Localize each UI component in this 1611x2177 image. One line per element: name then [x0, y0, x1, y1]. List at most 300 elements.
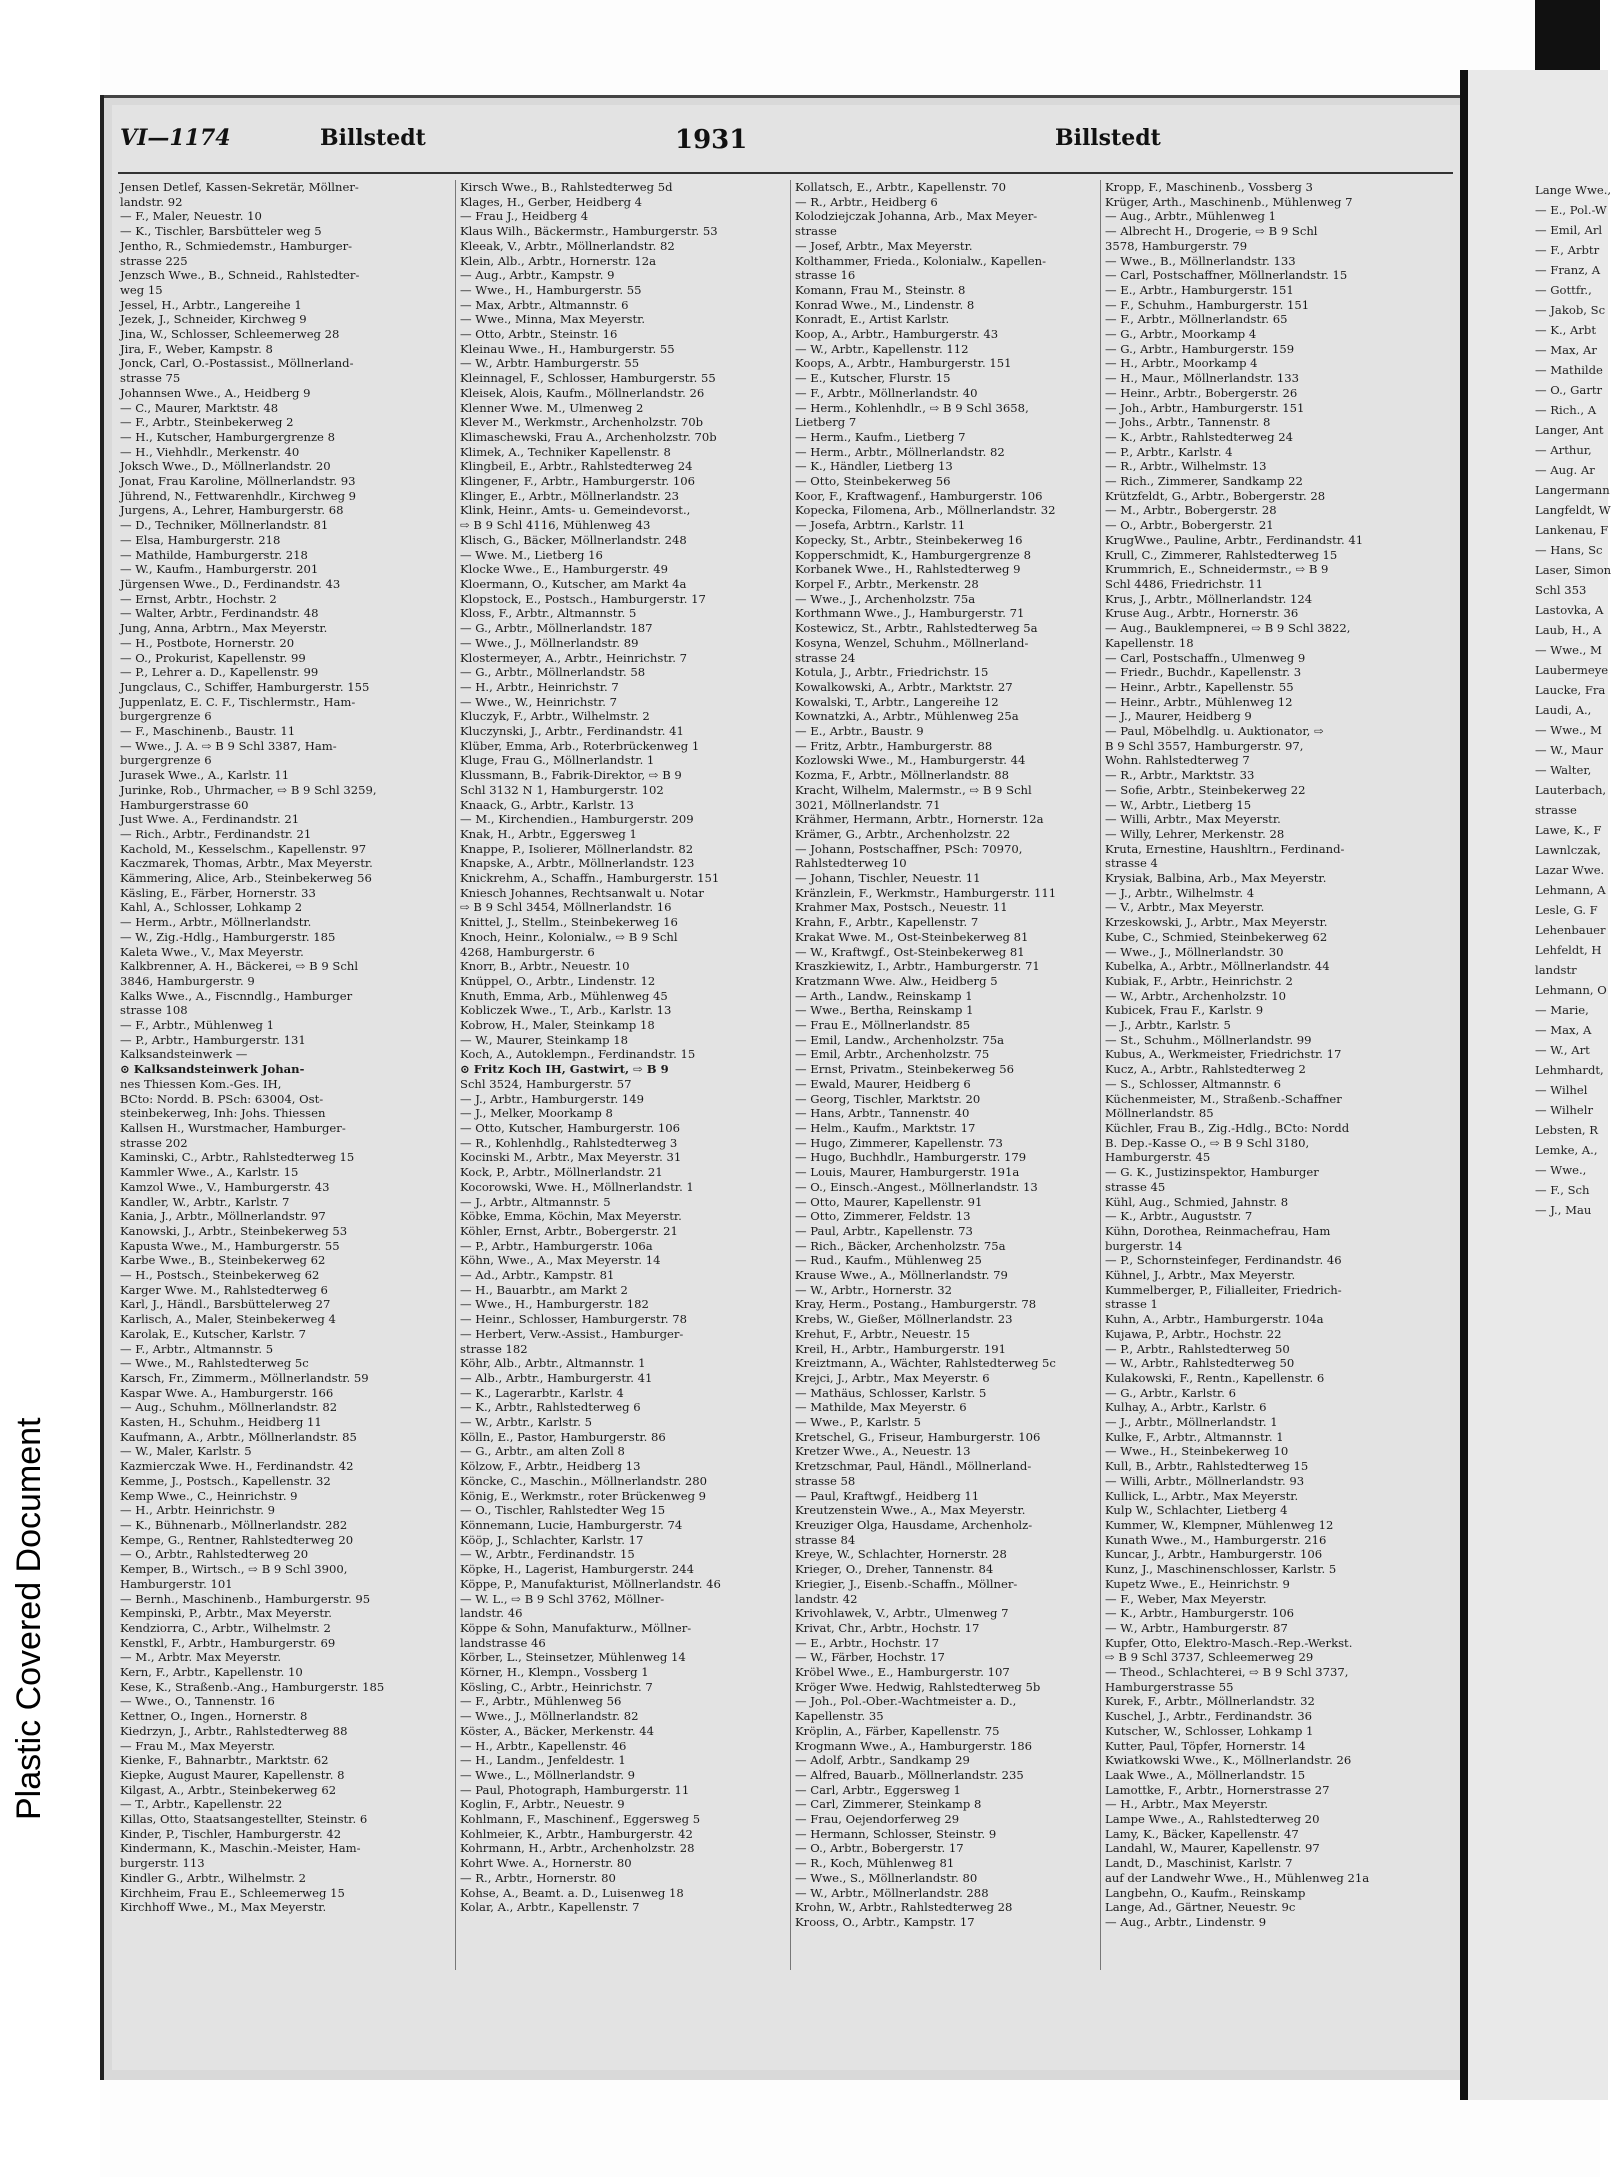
directory-entry: Kraszkiewitz, I., Arbtr., Hamburgerstr. 71 — [795, 959, 1040, 974]
directory-entry: auf der Landwehr Wwe., H., Mühlenweg 21a — [1105, 1870, 1370, 1885]
directory-entry: KrugWwe., Pauline, Arbtr., Ferdinandstr. 41 — [1105, 532, 1364, 547]
directory-entry: Kenstkl, F., Arbtr., Hamburgerstr. 69 — [120, 1635, 336, 1650]
directory-entry: Konrad Wwe., M., Lindenstr. 8 — [795, 297, 975, 312]
directory-column-4 — [1105, 180, 1435, 1980]
directory-entry: landstrasse 46 — [460, 1635, 546, 1650]
directory-entry: Lamottke, F., Arbtr., Hornerstrasse 27 — [1105, 1782, 1330, 1797]
header-rule — [118, 172, 1453, 174]
directory-entry: — G., Arbtr., Karlstr. 6 — [1105, 1385, 1236, 1400]
directory-entry: burgergrenze 6 — [120, 753, 212, 768]
directory-entry: — Otto, Arbtr., Steinstr. 16 — [460, 327, 618, 342]
directory-entry: Lazar Wwe. — [1535, 863, 1605, 877]
directory-entry: Kleeak, V., Arbtr., Möllnerlandstr. 82 — [460, 238, 675, 253]
directory-entry: — Walter, — [1535, 763, 1592, 777]
directory-entry: — Paul, Möbelhdlg. u. Auktionator, ⇨ — [1105, 724, 1324, 739]
directory-entry: Köhler, Ernst, Arbtr., Bobergerstr. 21 — [460, 1223, 678, 1238]
directory-entry: — H., Arbtr., Kapellenstr. 46 — [460, 1738, 627, 1753]
directory-entry: — Mathäus, Schlosser, Karlstr. 5 — [795, 1385, 987, 1400]
directory-entry: Kamzol Wwe., V., Hamburgerstr. 43 — [120, 1179, 330, 1194]
directory-entry: Kania, J., Arbtr., Möllnerlandstr. 97 — [120, 1209, 326, 1224]
directory-entry: — Josefa, Arbtrn., Karlstr. 11 — [795, 518, 966, 533]
directory-entry: Kalks Wwe., A., Fiscnndlg., Hamburger — [120, 988, 353, 1003]
directory-entry: Laucke, Fra — [1535, 683, 1606, 697]
directory-entry: — H., Maur., Möllnerlandstr. 133 — [1105, 371, 1300, 386]
directory-entry: Korbanek Wwe., H., Rahlstedterweg 9 — [795, 562, 1021, 577]
directory-entry: burgerstr. 14 — [1105, 1238, 1183, 1253]
directory-entry: Knickrehm, A., Schaffn., Hamburgerstr. 151 — [460, 871, 720, 886]
directory-entry: Kluczyk, F., Arbtr., Wilhelmstr. 2 — [460, 709, 650, 724]
directory-entry: Kleinau Wwe., H., Hamburgerstr. 55 — [460, 341, 675, 356]
directory-entry: — M., Arbtr., Bobergerstr. 28 — [1105, 503, 1277, 518]
directory-entry: Kalkbrenner, A. H., Bäckerei, ⇨ B 9 Schl — [120, 959, 359, 974]
directory-entry: Knak, H., Arbtr., Eggersweg 1 — [460, 826, 637, 841]
directory-entry: Kühl, Aug., Schmied, Jahnstr. 8 — [1105, 1194, 1289, 1209]
directory-entry: — F., Arbtr., Altmannstr. 5 — [120, 1341, 274, 1356]
directory-entry: Knapske, A., Arbtr., Möllnerlandstr. 123 — [460, 856, 695, 871]
directory-entry: — Wwe., J., Möllnerlandstr. 82 — [460, 1709, 639, 1724]
directory-entry: — Aug., Bauklempnerei, ⇨ B 9 Schl 3822, — [1105, 621, 1351, 636]
directory-entry: BCto: Nordd. B. PSch: 63004, Ost- — [120, 1091, 324, 1106]
directory-entry: — O., Arbtr., Bobergerstr. 17 — [795, 1841, 964, 1856]
directory-entry: — Wwe., J., Möllnerlandstr. 30 — [1105, 944, 1284, 959]
directory-entry: — T., Arbtr., Kapellenstr. 22 — [120, 1797, 283, 1812]
directory-entry: Kummelberger, P., Filialleiter, Friedrich- — [1105, 1282, 1342, 1297]
directory-entry: — Willi, Arbtr., Max Meyerstr. — [1105, 812, 1281, 827]
directory-entry: Klimek, A., Techniker Kapellenstr. 8 — [460, 444, 671, 459]
directory-entry: — Joh., Arbtr., Hamburgerstr. 151 — [1105, 400, 1305, 415]
directory-entry: — Aug., Arbtr., Kampstr. 9 — [460, 268, 615, 283]
directory-entry: — E., Kutscher, Flurstr. 15 — [795, 371, 951, 386]
directory-entry: — Gottfr., — [1535, 283, 1592, 297]
directory-entry: Laak Wwe., A., Möllnerlandstr. 15 — [1105, 1767, 1306, 1782]
directory-entry: Kränzlein, F., Werkmstr., Hamburgerstr. 111 — [795, 885, 1057, 900]
directory-entry: — Wwe., W., Heinrichstr. 7 — [460, 694, 617, 709]
directory-entry: Jessel, H., Arbtr., Langereihe 1 — [120, 297, 302, 312]
directory-entry: — J., Maurer, Heidberg 9 — [1105, 709, 1252, 724]
directory-entry: — Frau, Oejendorferweg 29 — [795, 1812, 960, 1827]
directory-entry: — P., Lehrer a. D., Kapellenstr. 99 — [120, 665, 319, 680]
directory-entry: — Wwe., O., Tannenstr. 16 — [120, 1694, 275, 1709]
directory-entry: — S., Schlosser, Altmannstr. 6 — [1105, 1076, 1282, 1091]
directory-entry: Hamburgerstrasse 60 — [120, 797, 249, 812]
directory-entry: Kluge, Frau G., Möllnerlandstr. 1 — [460, 753, 655, 768]
directory-entry: — W., Maurer, Steinkamp 18 — [460, 1032, 628, 1047]
directory-entry: Kleinnagel, F., Schlosser, Hamburgerstr. 55 — [460, 371, 716, 386]
directory-entry: Kirchhoff Wwe., M., Max Meyerstr. — [120, 1900, 327, 1915]
directory-entry: Kotula, J., Arbtr., Friedrichstr. 15 — [795, 665, 989, 680]
directory-entry: — Hugo, Buchhdlr., Hamburgerstr. 179 — [795, 1150, 1027, 1165]
directory-entry: Krzeskowski, J., Arbtr., Max Meyerstr. — [1105, 915, 1328, 930]
directory-entry: landstr. 42 — [795, 1591, 858, 1606]
directory-entry: Kreye, W., Schlachter, Hornerstr. 28 — [795, 1547, 1007, 1562]
directory-entry: Kaspar Wwe. A., Hamburgerstr. 166 — [120, 1385, 334, 1400]
directory-entry: B. Dep.-Kasse O., ⇨ B 9 Schl 3180, — [1105, 1135, 1310, 1150]
directory-entry: — W., Färber, Hochstr. 17 — [795, 1650, 945, 1665]
directory-entry: 3578, Hamburgerstr. 79 — [1105, 238, 1248, 253]
directory-entry: Jurinke, Rob., Uhrmacher, ⇨ B 9 Schl 3259, — [120, 782, 377, 797]
directory-entry: — Ernst, Privatm., Steinbekerweg 56 — [795, 1062, 1014, 1077]
directory-entry: — Arthur, — [1535, 443, 1592, 457]
directory-entry: Krivohlawek, V., Arbtr., Ulmenweg 7 — [795, 1606, 1009, 1621]
directory-entry: Krahmer Max, Postsch., Neuestr. 11 — [795, 900, 1008, 915]
directory-entry: — F., Maler, Neuestr. 10 — [120, 209, 262, 224]
directory-entry: Lietberg 7 — [795, 415, 857, 430]
directory-entry: — Joh., Pol.-Ober.-Wachtmeister a. D., — [795, 1694, 1017, 1709]
directory-entry: — Alfred, Bauarb., Möllnerlandstr. 235 — [795, 1767, 1024, 1782]
directory-entry: Krejci, J., Arbtr., Max Meyerstr. 6 — [795, 1370, 990, 1385]
directory-entry: Kolar, A., Arbtr., Kapellenstr. 7 — [460, 1900, 640, 1915]
directory-entry: — E., Pol.-W — [1535, 203, 1607, 217]
directory-entry: — Fritz, Arbtr., Hamburgerstr. 88 — [795, 738, 993, 753]
directory-column-1 — [120, 180, 450, 1980]
directory-entry: Schl 3524, Hamburgerstr. 57 — [460, 1076, 632, 1091]
directory-entry: Kunz, J., Maschinenschlosser, Karlstr. 5 — [1105, 1562, 1337, 1577]
directory-entry: — H., Arbtr., Heinrichstr. 7 — [460, 679, 619, 694]
directory-entry: Kray, Herm., Postang., Hamburgerstr. 78 — [795, 1297, 1037, 1312]
directory-entry: Kull, B., Arbtr., Rahlstedterweg 15 — [1105, 1459, 1309, 1474]
directory-entry: — H., Viehhdlr., Merkenstr. 40 — [120, 444, 300, 459]
directory-entry: ⇨ B 9 Schl 4116, Mühlenweg 43 — [460, 518, 651, 533]
directory-entry: Karbe Wwe., B., Steinbekerweg 62 — [120, 1253, 326, 1268]
directory-entry: Kasten, H., Schuhm., Heidberg 11 — [120, 1415, 322, 1430]
directory-entry: Koglin, F., Arbtr., Neuestr. 9 — [460, 1797, 625, 1812]
directory-entry: Kollatsch, E., Arbtr., Kapellenstr. 70 — [795, 180, 1007, 194]
directory-entry: Klingener, F., Arbtr., Hamburgerstr. 106 — [460, 474, 696, 489]
directory-entry: Knappe, P., Isolierer, Möllnerlandstr. 82 — [460, 841, 694, 856]
directory-entry: Landt, D., Maschinist, Karlstr. 7 — [1105, 1856, 1293, 1871]
directory-entry: Kock, P., Arbtr., Möllnerlandstr. 21 — [460, 1165, 663, 1180]
directory-entry: — Wwe., M — [1535, 643, 1602, 657]
column-divider — [455, 180, 456, 1970]
directory-entry: Klein, Alb., Arbtr., Hornerstr. 12a — [460, 253, 657, 268]
directory-entry: Kohlmeier, K., Arbtr., Hamburgerstr. 42 — [460, 1826, 693, 1841]
directory-entry: — Sofie, Arbtr., Steinbekerweg 22 — [1105, 782, 1306, 797]
directory-entry: — H., Postbote, Hornerstr. 20 — [120, 635, 295, 650]
directory-entry: — Elsa, Hamburgerstr. 218 — [120, 532, 281, 547]
page-number: VI—1174 — [120, 125, 231, 151]
directory-entry: — Mathilde, Max Meyerstr. 6 — [795, 1400, 967, 1415]
directory-entry: Kohrmann, H., Arbtr., Archenholzstr. 28 — [460, 1841, 695, 1856]
directory-entry: steinbekerweg, Inh: Johs. Thiessen — [120, 1106, 326, 1121]
directory-entry: — H., Kutscher, Hamburgergrenze 8 — [120, 429, 335, 444]
directory-entry: Lawe, K., F — [1535, 823, 1602, 837]
directory-entry: Krooss, O., Arbtr., Kampstr. 17 — [795, 1914, 975, 1929]
directory-entry: strasse 202 — [120, 1135, 188, 1150]
directory-entry: — D., Techniker, Möllnerlandstr. 81 — [120, 518, 329, 533]
directory-entry: Jürgensen Wwe., D., Ferdinandstr. 43 — [120, 576, 341, 591]
directory-entry: — P., Schornsteinfeger, Ferdinandstr. 46 — [1105, 1253, 1342, 1268]
directory-entry: — E., Arbtr., Hochstr. 17 — [795, 1635, 940, 1650]
directory-entry: Krützfeldt, G., Arbtr., Bobergerstr. 28 — [1105, 488, 1326, 503]
directory-entry: — Rich., Bäcker, Archenholzstr. 75a — [795, 1238, 1006, 1253]
directory-entry: Klimaschewski, Frau A., Archenholzstr. 70b — [460, 429, 717, 444]
directory-entry: — Wwe., J., Archenholzstr. 75a — [795, 591, 976, 606]
directory-entry: — Friedr., Buchdr., Kapellenstr. 3 — [1105, 665, 1302, 680]
directory-entry: — Wwe., J., Möllnerlandstr. 89 — [460, 635, 639, 650]
directory-entry: — K., Arbtr., Auguststr. 7 — [1105, 1209, 1253, 1224]
directory-entry: ⇨ B 9 Schl 3737, Schleemerweg 29 — [1105, 1650, 1314, 1665]
directory-entry: nes Thiessen Kom.-Ges. IH, — [120, 1076, 282, 1091]
directory-entry: — W., Maler, Karlstr. 5 — [120, 1444, 252, 1459]
directory-entry: Kindermann, K., Maschin.-Meister, Ham- — [120, 1841, 361, 1856]
directory-entry: Kemp Wwe., C., Heinrichstr. 9 — [120, 1488, 298, 1503]
directory-entry: Klever M., Werkmstr., Archenholzstr. 70b — [460, 415, 704, 430]
directory-entry: Knaack, G., Arbtr., Karlstr. 13 — [460, 797, 634, 812]
directory-entry: 4268, Hamburgerstr. 6 — [460, 944, 595, 959]
directory-entry: Jentho, R., Schmiedemstr., Hamburger- — [120, 238, 353, 253]
directory-entry: — R., Arbtr., Hornerstr. 80 — [460, 1870, 616, 1885]
directory-entry: — Walter, Arbtr., Ferdinandstr. 48 — [120, 606, 319, 621]
directory-entry: strasse 75 — [120, 371, 181, 386]
directory-entry: — Heinr., Arbtr., Mühlenweg 12 — [1105, 694, 1293, 709]
directory-entry: Klopstock, E., Postsch., Hamburgerstr. 17 — [460, 591, 706, 606]
directory-entry: — F., Arbtr., Steinbekerweg 2 — [120, 415, 294, 430]
directory-entry: Kopecka, Filomena, Arb., Möllnerlandstr. 32 — [795, 503, 1056, 518]
directory-entry: strasse — [1535, 803, 1577, 817]
directory-entry: strasse 182 — [460, 1341, 528, 1356]
directory-entry: Kniesch Johannes, Rechtsanwalt u. Notar — [460, 885, 704, 900]
directory-entry: Kubiak, F., Arbtr., Heinrichstr. 2 — [1105, 973, 1293, 988]
directory-entry: Kreiztmann, A., Wächter, Rahlstedterweg 5c — [795, 1356, 1056, 1371]
directory-entry: — Aug., Schuhm., Möllnerlandstr. 82 — [120, 1400, 338, 1415]
directory-entry: Klenner Wwe. M., Ulmenweg 2 — [460, 400, 644, 415]
directory-entry: burgerstr. 113 — [120, 1856, 205, 1871]
directory-entry: Hamburgerstr. 101 — [120, 1576, 233, 1591]
directory-entry: Jenzsch Wwe., B., Schneid., Rahlstedter- — [120, 268, 360, 283]
directory-entry: — Mathilde, Hamburgerstr. 218 — [120, 547, 308, 562]
directory-entry: Krummrich, E., Schneidermstr., ⇨ B 9 — [1105, 562, 1329, 577]
directory-entry: — Max, Arbtr., Altmannstr. 6 — [460, 297, 629, 312]
directory-entry: Kienke, F., Bahnarbtr., Marktstr. 62 — [120, 1753, 329, 1768]
directory-entry: Käsling, E., Färber, Hornerstr. 33 — [120, 885, 316, 900]
directory-column-2 — [460, 180, 790, 1980]
directory-entry: strasse 16 — [795, 268, 856, 283]
directory-entry: Kempe, G., Rentner, Rahlstedterweg 20 — [120, 1532, 354, 1547]
directory-entry: — F., Arbtr., Möllnerlandstr. 40 — [795, 385, 978, 400]
directory-entry: — Rich., A — [1535, 403, 1597, 417]
directory-entry: Kirchheim, Frau E., Schleemerweg 15 — [120, 1885, 345, 1900]
directory-entry: Jurasek Wwe., A., Karlstr. 11 — [120, 768, 290, 783]
directory-entry: — R., Koch, Mühlenweg 81 — [795, 1856, 955, 1871]
directory-entry: — Paul, Photograph, Hamburgerstr. 11 — [460, 1782, 690, 1797]
directory-entry: Klostermeyer, A., Arbtr., Heinrichstr. 7 — [460, 650, 687, 665]
directory-entry: — H., Arbtr., Max Meyerstr. — [1105, 1797, 1269, 1812]
directory-entry: 3021, Möllnerlandstr. 71 — [795, 797, 941, 812]
directory-entry: — Hans, Sc — [1535, 543, 1603, 557]
directory-entry: Kölzow, F., Arbtr., Heidberg 13 — [460, 1459, 641, 1474]
directory-entry: — G., Arbtr., am alten Zoll 8 — [460, 1444, 625, 1459]
directory-entry: Juppenlatz, E. C. F., Tischlermstr., Ham- — [120, 694, 356, 709]
directory-entry: — Frau J., Heidberg 4 — [460, 209, 589, 224]
directory-entry: Krebs, W., Gießer, Möllnerlandstr. 23 — [795, 1312, 1013, 1327]
directory-entry: Köppe & Sohn, Manufakturw., Möllner- — [460, 1620, 692, 1635]
directory-entry: König, E., Werkmstr., roter Brückenweg 9 — [460, 1488, 707, 1503]
directory-entry: — K., Lagerarbtr., Karlstr. 4 — [460, 1385, 624, 1400]
directory-entry: Kindler G., Arbtr., Wilhelmstr. 2 — [120, 1870, 307, 1885]
directory-entry: — O., Tischler, Rahlstedter Weg 15 — [460, 1503, 666, 1518]
directory-entry: Rahlstedterweg 10 — [795, 856, 907, 871]
directory-entry: Kaleta Wwe., V., Max Meyerstr. — [120, 944, 304, 959]
directory-entry: Kloermann, O., Kutscher, am Markt 4a — [460, 576, 687, 591]
directory-entry: — K., Arbtr., Rahlstedterweg 6 — [460, 1400, 641, 1415]
directory-entry: Kandler, W., Arbtr., Karlstr. 7 — [120, 1194, 290, 1209]
directory-entry: Jurgens, A., Lehrer, Hamburgerstr. 68 — [120, 503, 344, 518]
directory-entry: — Wilhelr — [1535, 1103, 1593, 1117]
directory-entry: — Paul, Kraftwgf., Heidberg 11 — [795, 1488, 980, 1503]
directory-entry: — W. L., ⇨ B 9 Schl 3762, Möllner- — [460, 1591, 665, 1606]
directory-entry: Schl 4486, Friedrichstr. 11 — [1105, 576, 1263, 591]
directory-entry: B 9 Schl 3557, Hamburgerstr. 97, — [1105, 738, 1304, 753]
directory-entry: Kreuziger Olga, Hausdame, Archenholz- — [795, 1517, 1033, 1532]
directory-entry: Jonat, Frau Karoline, Möllnerlandstr. 93 — [120, 474, 356, 489]
directory-entry: Knorr, B., Arbtr., Neuestr. 10 — [460, 959, 630, 974]
directory-entry: Lemke, A., — [1535, 1143, 1598, 1157]
directory-entry: Möllnerlandstr. 85 — [1105, 1106, 1214, 1121]
directory-entry: Kahl, A., Schlosser, Lohkamp 2 — [120, 900, 303, 915]
directory-entry: — E., Arbtr., Baustr. 9 — [795, 724, 924, 739]
directory-entry: Kapellenstr. 18 — [1105, 635, 1194, 650]
directory-entry: Jührend, N., Fettwarenhdlr., Kirchweg 9 — [120, 488, 357, 503]
directory-entry: — St., Schuhm., Möllnerlandstr. 99 — [1105, 1032, 1312, 1047]
directory-entry: Wohn. Rahlstedterweg 7 — [1105, 753, 1250, 768]
directory-entry: Kaufmann, A., Arbtr., Möllnerlandstr. 85 — [120, 1429, 357, 1444]
directory-entry: — O., Gartr — [1535, 383, 1603, 397]
directory-entry: Krakat Wwe. M., Ost-Steinbekerweg 81 — [795, 929, 1029, 944]
directory-entry: Killas, Otto, Staatsangestellter, Steinstr. 6 — [120, 1812, 368, 1827]
directory-entry: — Alb., Arbtr., Hamburgerstr. 41 — [460, 1370, 653, 1385]
left-margin — [0, 0, 100, 2177]
directory-entry: Könnemann, Lucie, Hamburgerstr. 74 — [460, 1517, 683, 1532]
directory-entry: — Georg, Tischler, Marktstr. 20 — [795, 1091, 981, 1106]
directory-entry: Köncke, C., Maschin., Möllnerlandstr. 280 — [460, 1473, 708, 1488]
directory-entry: Kozlowski Wwe., M., Hamburgerstr. 44 — [795, 753, 1026, 768]
directory-entry: — W., Arbtr., Ferdinandstr. 15 — [460, 1547, 635, 1562]
directory-entry: — Frau E., Möllnerlandstr. 85 — [795, 1018, 971, 1033]
directory-entry: Krehut, F., Arbtr., Neuestr. 15 — [795, 1326, 970, 1341]
directory-entry: Kuschel, J., Arbtr., Ferdinandstr. 36 — [1105, 1709, 1313, 1724]
directory-entry: — Adolf, Arbtr., Sandkamp 29 — [795, 1753, 970, 1768]
directory-entry: Kettner, O., Ingen., Hornerstr. 8 — [120, 1709, 308, 1724]
directory-entry: Langbehn, O., Kaufm., Reinskamp — [1105, 1885, 1306, 1900]
directory-entry: Kinder, P., Tischler, Hamburgerstr. 42 — [120, 1826, 342, 1841]
directory-entry: Krause Wwe., A., Möllnerlandstr. 79 — [795, 1268, 1008, 1283]
directory-entry: — Bernh., Maschinenb., Hamburgerstr. 95 — [120, 1591, 371, 1606]
directory-entry: Kalksandsteinwerk — — [120, 1047, 248, 1062]
directory-entry: — Emil, Arl — [1535, 223, 1603, 237]
directory-entry: — Carl, Arbtr., Eggersweg 1 — [795, 1782, 961, 1797]
directory-entry: Lehmann, O — [1535, 983, 1607, 997]
directory-entry: Kobliczek Wwe., T., Arb., Karlstr. 13 — [460, 1003, 672, 1018]
directory-entry: — Otto, Steinbekerweg 56 — [795, 474, 951, 489]
directory-entry: — Ewald, Maurer, Heidberg 6 — [795, 1076, 971, 1091]
directory-entry: Kobrow, H., Maler, Steinkamp 18 — [460, 1018, 655, 1033]
directory-entry: Krogmann Wwe., A., Hamburgerstr. 186 — [795, 1738, 1032, 1753]
directory-entry: Kiedrzyn, J., Arbtr., Rahlstedterweg 88 — [120, 1723, 348, 1738]
directory-entry: Kropp, F., Maschinenb., Vossberg 3 — [1105, 180, 1313, 194]
directory-entry: Just Wwe. A., Ferdinandstr. 21 — [120, 812, 300, 827]
directory-entry: — Willy, Lehrer, Merkenstr. 28 — [1105, 826, 1285, 841]
directory-entry: — Carl, Postschaffn., Ulmenweg 9 — [1105, 650, 1306, 665]
directory-entry: Lange Wwe., — [1535, 183, 1611, 197]
directory-entry: Jonck, Carl, O.-Postassist., Möllnerland- — [120, 356, 354, 371]
directory-entry: — W., Arbtr., Hornerstr. 32 — [795, 1282, 953, 1297]
directory-entry: ⇨ B 9 Schl 3454, Möllnerlandstr. 16 — [460, 900, 672, 915]
directory-entry: — Emil, Landw., Archenholzstr. 75a — [795, 1032, 1005, 1047]
directory-entry: Joksch Wwe., D., Möllnerlandstr. 20 — [120, 459, 331, 474]
directory-entry: — Helm., Kaufm., Marktstr. 17 — [795, 1121, 976, 1135]
directory-entry: Knuth, Emma, Arb., Mühlenweg 45 — [460, 988, 668, 1003]
directory-entry: — Wwe., H., Steinbekerweg 10 — [1105, 1444, 1289, 1459]
directory-entry: Hamburgerstrasse 55 — [1105, 1679, 1234, 1694]
directory-entry: — Max, A — [1535, 1023, 1592, 1037]
directory-entry: Koops, A., Arbtr., Hamburgerstr. 151 — [795, 356, 1012, 371]
header-left-title: Billstedt — [320, 125, 426, 151]
directory-entry: Kolodziejczak Johanna, Arb., Max Meyer- — [795, 209, 1038, 224]
directory-entry: — K., Arbtr., Rahlstedterweg 24 — [1105, 429, 1293, 444]
page-header — [120, 125, 1450, 170]
directory-entry: Krieger, O., Dreher, Tannenstr. 84 — [795, 1562, 994, 1577]
directory-entry: — H., Bauarbtr., am Markt 2 — [460, 1282, 628, 1297]
directory-column-3 — [795, 180, 1125, 1980]
directory-entry: — Herm., Kohlenhdlr., ⇨ B 9 Schl 3658, — [795, 400, 1029, 415]
directory-entry: Kilgast, A., Arbtr., Steinbekerweg 62 — [120, 1782, 337, 1797]
directory-entry: Schl 353 — [1535, 583, 1587, 597]
directory-entry: — Rich., Arbtr., Ferdinandstr. 21 — [120, 826, 312, 841]
directory-entry: Jungclaus, C., Schiffer, Hamburgerstr. 155 — [120, 679, 370, 694]
directory-entry: Kretzer Wwe., A., Neuestr. 13 — [795, 1444, 971, 1459]
directory-entry: burgergrenze 6 — [120, 709, 212, 724]
directory-entry: Klinger, E., Arbtr., Möllnerlandstr. 23 — [460, 488, 679, 503]
directory-entry: Jensen Detlef, Kassen-Sekretär, Möllner- — [120, 180, 359, 194]
directory-entry: Kulakowski, F., Rentn., Kapellenstr. 6 — [1105, 1370, 1325, 1385]
directory-entry: — J., Arbtr., Karlstr. 5 — [1105, 1018, 1231, 1033]
directory-entry: — K., Tischler, Barsbütteler weg 5 — [120, 224, 322, 239]
directory-entry: — J., Mau — [1535, 1203, 1592, 1217]
directory-entry: Schl 3132 N 1, Hamburgerstr. 102 — [460, 782, 664, 797]
directory-entry: Kemper, B., Wirtsch., ⇨ B 9 Schl 3900, — [120, 1562, 348, 1577]
directory-entry: — M., Arbtr. Max Meyerstr. — [120, 1650, 282, 1665]
directory-entry: Kapusta Wwe., M., Hamburgerstr. 55 — [120, 1238, 340, 1253]
directory-entry: Lesle, G. F — [1535, 903, 1598, 917]
directory-entry: — Emil, Arbtr., Archenholzstr. 75 — [795, 1047, 990, 1062]
directory-entry: Krohn, W., Arbtr., Rahlstedterweg 28 — [795, 1900, 1013, 1915]
directory-entry: — Arth., Landw., Reinskamp 1 — [795, 988, 973, 1003]
directory-entry: strasse — [795, 224, 837, 239]
directory-entry: — Paul, Arbtr., Kapellenstr. 73 — [795, 1223, 973, 1238]
directory-entry: Koch, A., Autoklempn., Ferdinandstr. 15 — [460, 1047, 696, 1062]
directory-entry: Kruta, Ernestine, Haushltrn., Ferdinand- — [1105, 841, 1345, 856]
directory-entry: Kulke, F., Arbtr., Altmannstr. 1 — [1105, 1429, 1284, 1444]
directory-entry: Kendziorra, C., Arbtr., Wilhelmstr. 2 — [120, 1620, 331, 1635]
directory-entry: ⊙ Fritz Koch IH, Gastwirt, ⇨ B 9 — [460, 1062, 669, 1077]
directory-entry: Kopperschmidt, K., Hamburgergrenze 8 — [795, 547, 1031, 562]
directory-entry: Lauterbach, — [1535, 783, 1607, 797]
directory-entry: — Wwe., B., Möllnerlandstr. 133 — [1105, 253, 1296, 268]
directory-entry: strasse 84 — [795, 1532, 856, 1547]
directory-entry: — Albrecht H., Drogerie, ⇨ B 9 Schl — [1105, 224, 1318, 239]
directory-entry: Koor, F., Kraftwagenf., Hamburgerstr. 106 — [795, 488, 1043, 503]
adjacent-page-column — [1535, 180, 1611, 1880]
column-divider — [790, 180, 791, 1970]
directory-entry: — Ernst, Arbtr., Hochstr. 2 — [120, 591, 277, 606]
directory-entry: — W., Kaufm., Hamburgerstr. 201 — [120, 562, 319, 577]
directory-entry: Krus, J., Arbtr., Möllnerlandstr. 124 — [1105, 591, 1313, 606]
directory-entry: — Johann, Postschaffner, PSch: 70970, — [795, 841, 1023, 856]
directory-entry: — G., Arbtr., Möllnerlandstr. 187 — [460, 621, 653, 636]
directory-entry: — Herm., Arbtr., Möllnerlandstr. 82 — [795, 444, 1005, 459]
directory-entry: landstr. 46 — [460, 1606, 523, 1621]
directory-entry: Korthmann Wwe., J., Hamburgerstr. 71 — [795, 606, 1025, 621]
